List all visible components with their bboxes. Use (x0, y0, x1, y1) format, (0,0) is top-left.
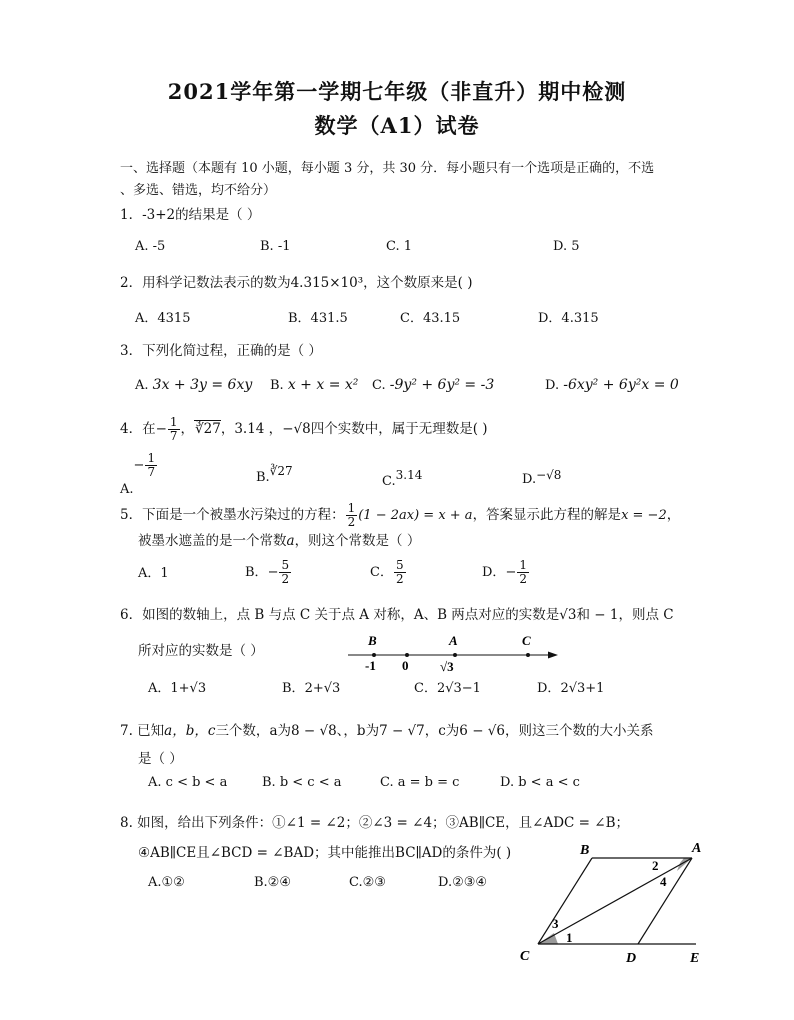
option-letter: B. (256, 470, 270, 485)
question-3-option-c[interactable] (372, 376, 494, 395)
question-3-option-a[interactable] (135, 376, 252, 395)
option-letter: D. (522, 472, 537, 487)
option-math: -9y² + 6y² = -3 (389, 377, 495, 393)
question-7-stem-line1: 7. 已知a，b，c三个数，a为8 − √8、，b为7 − √7，c为6 − √6，则这三个数的大小关系 (120, 723, 654, 739)
segment-bc (538, 858, 592, 944)
question-2-option-a[interactable]: A．4315 (135, 311, 191, 326)
question-2-option-b[interactable]: B．431.5 (288, 311, 348, 326)
question-1-option-d[interactable]: D. 5 (553, 239, 580, 254)
question-4-option-c[interactable]: C.3.14 (382, 468, 423, 489)
question-3-option-b[interactable] (270, 376, 358, 395)
label-angle-2: 2 (652, 858, 659, 873)
question-6-option-d[interactable]: D．2√3+1 (537, 681, 605, 696)
option-letter: C. (372, 378, 386, 393)
question-8-stem-line2: ④AB∥CE且∠BCD = ∠BAD；其中能推出BC∥AD的条件为( ) (138, 845, 512, 861)
label-a: A (449, 633, 458, 648)
label-point-a: A (692, 841, 702, 856)
question-2-stem-post: ，这个数原来是( ) (363, 275, 473, 291)
label-c: C (522, 633, 531, 648)
minus-sign: − (155, 421, 167, 437)
point-b-dot (372, 653, 376, 657)
question-5-option-a[interactable]: A．1 (138, 566, 169, 581)
section-instructions-line1: 一、选择题（本题有 10 小题，每小题 3 分，共 30 分．每小题只有一个选项是正确的，不选 (120, 161, 655, 176)
question-2-stem (120, 274, 472, 292)
option-letter: D. (545, 378, 560, 393)
question-4-stem-post: 四个实数中，属于无理数是( ) (310, 421, 488, 437)
question-1-option-c[interactable]: C. 1 (386, 239, 413, 254)
point-c-dot (526, 653, 530, 657)
question-8-stem-line1: 8. 如图，给出下列条件：①∠1 = ∠2；②∠3 = ∠4；③AB∥CE，且∠ADC = ∠B； (120, 815, 629, 831)
option-letter: B. (270, 378, 284, 393)
exam-title: 2021学年第一学期七年级（非直升）期中检测 (167, 79, 627, 104)
label-b: B (368, 633, 377, 648)
label-root-three: √3 (440, 659, 454, 674)
question-1-option-b[interactable]: B. -1 (260, 239, 291, 254)
label-angle-1: 1 (566, 930, 573, 945)
question-1-option-a[interactable]: A. -5 (135, 239, 166, 254)
option-letter: A. (120, 482, 134, 497)
question-7-option-c[interactable]: C. a = b = c (380, 775, 460, 790)
question-6-stem-line1: 6．如图的数轴上，点 B 与点 C 关于点 A 对称，A、B 两点对应的实数是√3和 − 1，则点 C (120, 607, 674, 623)
question-3-stem: 3．下列化简过程，正确的是（ ） (120, 343, 322, 359)
label-neg-one: -1 (365, 658, 376, 673)
section-instructions-line2: 、多选、错选，均不给分） (120, 183, 277, 198)
negative-root-8: −√8 (282, 421, 311, 437)
question-5-option-d[interactable]: D．− $\frac{1}{2}$ (482, 558, 527, 586)
question-7-option-d[interactable]: D. b < a < c (500, 775, 580, 790)
label-point-c: C (520, 949, 530, 964)
fraction-half: $\frac{1}{2}$ (347, 501, 356, 529)
question-8-option-c[interactable]: C.②③ (349, 875, 386, 890)
question-4-option-a[interactable]: A.− $\frac{1}{7}$ (120, 451, 156, 497)
label-zero: 0 (402, 658, 409, 673)
option-letter: A. (135, 378, 149, 393)
question-4-stem: 4．在− $\frac{1}{7}$ ，∛27，3.14 ，−√8四个实数中，属于无理数是( ) (120, 415, 488, 443)
fraction-one-seventh: $\frac{1}{7}$ (147, 451, 156, 479)
question-8-option-d[interactable]: D.②③④ (438, 875, 488, 890)
question-1-stem: 1．-3+2的结果是（ ） (120, 207, 261, 223)
segment-ac (538, 858, 692, 944)
question-6-option-c[interactable]: C．2√3−1 (414, 681, 481, 696)
question-2-stem-pre: 2．用科学记数法表示的数为 (120, 275, 291, 291)
parallelogram-figure (514, 836, 714, 968)
label-point-d: D (626, 951, 637, 966)
label-point-b: B (580, 843, 590, 858)
exam-subtitle: 数学（A1）试卷 (314, 113, 480, 138)
question-5-stem-line2: 被墨水遮盖的是一个常数a，则这个常数是（ ） (138, 533, 421, 549)
question-8-option-a[interactable]: A.①② (148, 875, 185, 890)
number-line-arrow (548, 652, 558, 659)
option-math: -6xy² + 6y²x = 0 (563, 377, 679, 393)
question-6-option-b[interactable]: B．2+√3 (282, 681, 341, 696)
question-4-stem-pre: 4．在 (120, 421, 156, 437)
fraction-one-seventh: $\frac{1}{7}$ (169, 415, 178, 443)
question-5-option-b[interactable]: B．− $\frac{5}{2}$ (245, 558, 290, 586)
point-a-dot (453, 653, 457, 657)
option-math: 3x + 3y = 6xy (152, 377, 253, 393)
question-2-stem-math: 4.315×10³ (290, 275, 364, 291)
question-6-stem-line2: 所对应的实数是（ ） (138, 643, 264, 659)
option-letter: C. (382, 474, 396, 489)
number-line-figure (340, 628, 565, 676)
question-4-option-b[interactable]: B.∛27 (256, 464, 293, 485)
label-point-e: E (690, 951, 700, 966)
origin-dot (405, 653, 409, 657)
cube-root-27: ∛27 (195, 421, 221, 437)
question-7-stem-line2: 是（ ） (138, 751, 183, 767)
question-4-option-d[interactable]: D.−√8 (522, 468, 562, 487)
question-7-option-a[interactable]: A. c < b < a (148, 775, 228, 790)
segment-ad (638, 858, 692, 944)
question-6-option-a[interactable]: A．1+√3 (148, 681, 207, 696)
question-7-option-b[interactable]: B. b < c < a (262, 775, 342, 790)
label-angle-4: 4 (660, 874, 667, 889)
question-3-option-d[interactable] (545, 376, 679, 395)
question-8-option-b[interactable]: B.②④ (254, 875, 291, 890)
question-2-option-d[interactable]: D．4.315 (538, 311, 599, 326)
option-math: x + x = x² (287, 377, 359, 393)
question-2-option-c[interactable]: C．43.15 (400, 311, 461, 326)
question-5-stem-line1: 5．下面是一个被墨水污染过的方程： $\frac{1}{2}$ (1 − 2ax) = x + a，答案显示此方程的解是x = −2， (120, 501, 681, 529)
label-angle-3: 3 (552, 916, 559, 931)
question-5-option-c[interactable]: C． $\frac{5}{2}$ (370, 558, 404, 586)
